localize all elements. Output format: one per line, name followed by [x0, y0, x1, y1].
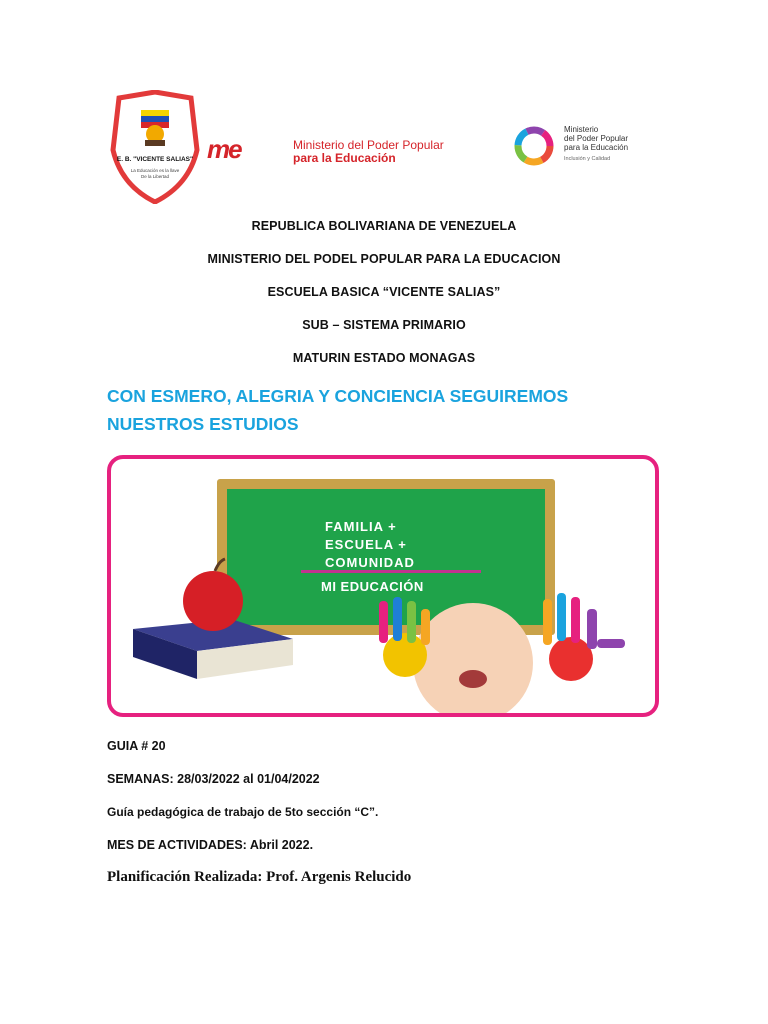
school-name: E. B. "VICENTE SALIAS"	[116, 156, 194, 163]
board-text-community: COMUNIDAD	[325, 555, 415, 570]
board-text-education: MI EDUCACIÓN	[321, 579, 424, 594]
header-line-republic: REPUBLICA BOLIVARIANA DE VENEZUELA	[251, 219, 517, 233]
activities-month: MES DE ACTIVIDADES: Abril 2022.	[107, 838, 314, 852]
school-motto-line2: De la Libertad	[140, 174, 170, 179]
motto-heading: CON ESMERO, ALEGRIA Y CONCIENCIA SEGUIREMOS NUESTROS ESTUDIOS	[107, 386, 569, 434]
ministry-color-line3: para la Educación	[564, 143, 629, 152]
header-line-school: ESCUELA BASICA “VICENTE SALIAS”	[267, 285, 501, 299]
banner-image	[107, 455, 659, 717]
planner-credit: Planificación Realizada: Prof. Argenis Relucido	[107, 869, 412, 885]
header-line-location: MATURIN ESTADO MONAGAS	[292, 351, 476, 365]
guide-description: Guía pedagógica de trabajo de 5to sección “C”.	[107, 805, 379, 819]
me-logo-mark: me	[207, 134, 241, 164]
board-text-school: ESCUELA +	[325, 537, 407, 552]
board-text-family: FAMILIA +	[325, 519, 397, 534]
guide-number: GUIA # 20	[107, 739, 166, 753]
ministry-logo-color	[512, 122, 657, 182]
ministry-logo-red	[207, 130, 507, 170]
weeks-range: SEMANAS: 28/03/2022 al 01/04/2022	[107, 772, 320, 786]
ministry-color-line1: Ministerio	[564, 125, 599, 134]
shield-icon	[109, 90, 201, 204]
ministry-red-line2: para la Educación	[293, 151, 396, 165]
header-line-ministry: MINISTERIO DEL PODEL POPULAR PARA LA EDUCACION	[207, 252, 561, 266]
ministry-color-tagline: Inclusión y Calidad	[564, 156, 611, 162]
ring-emblem-icon	[512, 124, 556, 168]
school-shield-logo	[109, 90, 201, 204]
header-line-subsystem: SUB – SISTEMA PRIMARIO	[302, 318, 466, 332]
logo-strip	[107, 90, 657, 205]
ministry-red-line1: Ministerio del Poder Popular	[293, 138, 444, 152]
right-hand-icon	[543, 593, 625, 681]
ministry-color-line2: del Poder Popular	[564, 134, 629, 143]
school-motto-line1: La Educación es la llave	[130, 168, 180, 173]
